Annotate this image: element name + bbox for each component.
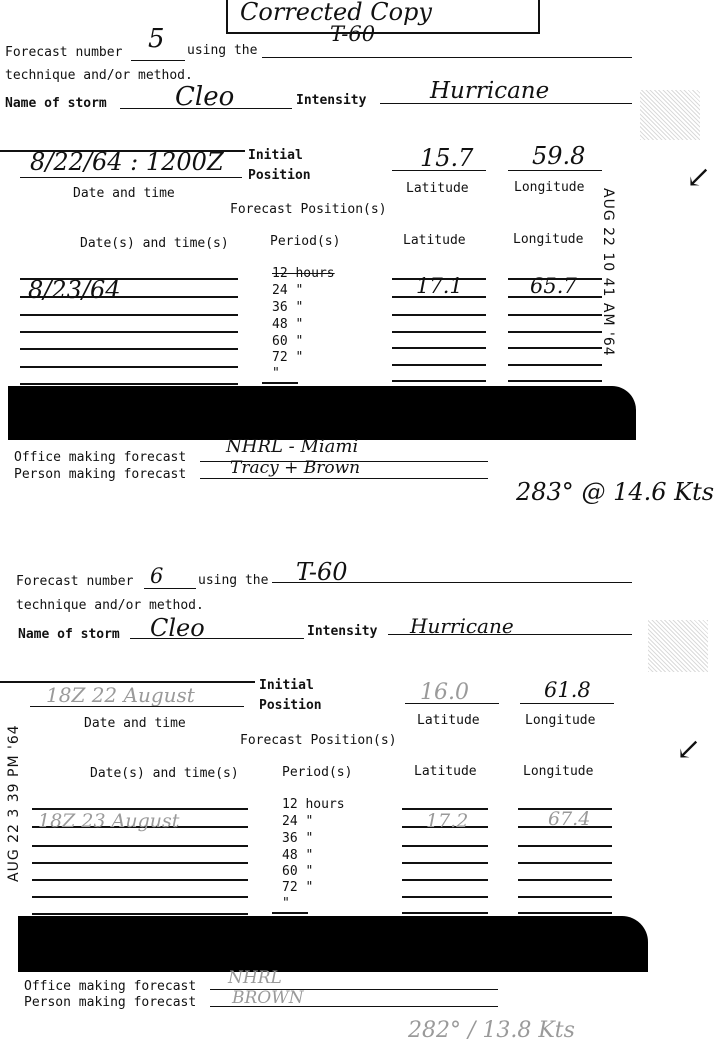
position-label: Position — [259, 698, 322, 713]
initial-lon: 61.8 — [544, 678, 591, 702]
intensity-label: Intensity — [296, 93, 367, 108]
intensity-value: Hurricane — [430, 78, 550, 104]
redaction-bar — [18, 916, 648, 972]
col-lon-label: Longitude — [513, 232, 584, 247]
storm-value: Cleo — [150, 614, 205, 642]
col-lon-label: Longitude — [523, 764, 594, 779]
col-period-label: Period(s) — [282, 765, 353, 780]
period-72: 72 " — [282, 880, 314, 895]
office-value: NHRL - Miami — [226, 436, 359, 457]
row24-lon: 67.4 — [548, 808, 591, 830]
forecast-positions-label: Forecast Position(s) — [240, 733, 397, 748]
period-extra: " — [272, 366, 280, 381]
period-36: 36 " — [282, 831, 314, 846]
initial-lat: 16.0 — [420, 680, 469, 705]
forecast-number-label: Forecast number — [5, 45, 123, 60]
col-lat-label: Latitude — [403, 233, 466, 248]
redaction-bar — [8, 386, 636, 440]
period-24: 24 " — [282, 814, 314, 829]
using-value: T-60 — [330, 22, 376, 46]
row24-date: 18Z 23 August — [38, 810, 180, 832]
initial-lon: 59.8 — [532, 142, 586, 170]
period-36: 36 " — [272, 300, 304, 315]
row24-lat: 17.1 — [416, 274, 463, 298]
latitude-label: Latitude — [417, 713, 480, 728]
col-dates-label: Date(s) and time(s) — [90, 766, 239, 781]
period-72: 72 " — [272, 350, 304, 365]
period-60: 60 " — [272, 334, 304, 349]
row24-lon: 65.7 — [530, 274, 577, 298]
received-stamp: AUG 22 10 41 AM '64 — [600, 188, 616, 357]
intensity-value: Hurricane — [410, 614, 514, 638]
person-value: Tracy + Brown — [230, 458, 361, 478]
person-value: BROWN — [232, 988, 304, 1008]
technique-label: technique and/or method. — [16, 598, 204, 613]
forecast-number-label: Forecast number — [16, 574, 134, 589]
storm-label: Name of storm — [18, 627, 120, 642]
received-stamp: AUG 22 3 39 PM '64 — [6, 724, 22, 882]
person-label: Person making forecast — [14, 467, 187, 482]
scan-noise — [648, 620, 708, 672]
motion-note: 283° @ 14.6 Kts — [516, 478, 715, 506]
initial-datetime: 8/22/64 : 1200Z — [30, 148, 224, 176]
office-label: Office making forecast — [24, 979, 197, 994]
using-label: using the — [187, 43, 258, 58]
row24-date: 8/23/64 — [28, 276, 121, 304]
period-12: 12 hours — [272, 266, 335, 281]
period-48: 48 " — [272, 317, 304, 332]
arrow-mark: ↙ — [676, 732, 702, 767]
office-label: Office making forecast — [14, 450, 187, 465]
storm-label: Name of storm — [5, 96, 107, 111]
period-12: 12 hours — [282, 797, 345, 812]
col-dates-label: Date(s) and time(s) — [80, 236, 229, 251]
date-time-label: Date and time — [84, 716, 186, 731]
initial-lat: 15.7 — [420, 144, 474, 172]
arrow-mark: ↙ — [686, 160, 712, 195]
initial-label: Initial — [248, 148, 303, 163]
forecast-positions-label: Forecast Position(s) — [230, 202, 387, 217]
scan-noise — [640, 90, 700, 140]
latitude-label: Latitude — [406, 181, 469, 196]
longitude-label: Longitude — [525, 713, 596, 728]
person-label: Person making forecast — [24, 995, 197, 1010]
col-lat-label: Latitude — [414, 764, 477, 779]
initial-label: Initial — [259, 678, 314, 693]
forecast-number-value: 6 — [150, 564, 164, 588]
position-label: Position — [248, 168, 311, 183]
initial-datetime: 18Z 22 August — [46, 683, 195, 707]
col-period-label: Period(s) — [270, 234, 341, 249]
motion-note: 282° / 13.8 Kts — [408, 1018, 575, 1043]
using-label: using the — [198, 573, 269, 588]
longitude-label: Longitude — [514, 180, 585, 195]
period-24: 24 " — [272, 283, 304, 298]
storm-value: Cleo — [175, 82, 235, 112]
period-extra: " — [282, 896, 290, 911]
forecast-number-value: 5 — [148, 24, 165, 54]
period-60: 60 " — [282, 864, 314, 879]
office-value: NHRL — [228, 968, 282, 988]
using-value: T-60 — [296, 558, 348, 586]
date-time-label: Date and time — [73, 186, 175, 201]
technique-label: technique and/or method. — [5, 68, 193, 83]
intensity-label: Intensity — [307, 624, 378, 639]
corrected-copy-note: Corrected Copy — [240, 0, 432, 26]
period-48: 48 " — [282, 848, 314, 863]
row24-lat: 17.2 — [426, 810, 469, 832]
